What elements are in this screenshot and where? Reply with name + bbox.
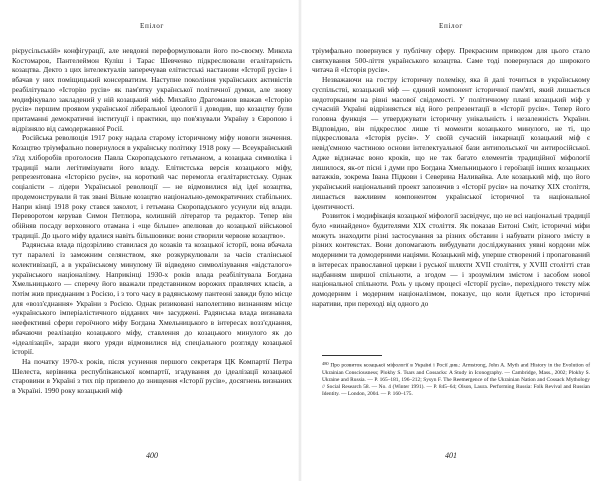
left-running-header: Епілог <box>140 22 164 30</box>
left-page <box>12 0 292 481</box>
left-paragraph-3: Радянська влада підозріливо ставилася до козаків та козацької історії, вона вбачала тут паралелі із заможним селянством, яке розкуркулювали за часів сталінської колективізації, а в українському минулому їй відведено символізування «відсталого» українського націоналізму. Наприкінці 1930-х років влада реабілітувала Богдана Хмельницького — сперечу його вважали представником ворожих правлячих класів, а потім жив приєднаним з Росією, і з того часу в радянському пантеоні завжди було місце для «возз'єднання» України з Росією. Однак ризиковані наполегливо визнанням місце «українського імперіалістичного відданих чи» засуджені. Радянська влада визнавала неефективні сфери героїчного міфу Богдана Хмельницького в інтересах возз'єднання, вбачаючи реалізацію козацького міфу, ставлення до козацького минулого як до «ідеалізації», заради якого уряди відмовилися від спеціального розгляду козацької історії. <box>12 240 292 357</box>
right-running-header: Епілог <box>439 22 463 30</box>
footnote <box>322 360 590 398</box>
left-paragraph-2: Російська революція 1917 року надала старому історичному міфу новоги значення. Козацтво тріумфально повернулося в українську політику 1918 року — Всеукраїнський з'їзд хліборобів проголосив Павла Скоропадського гетьманом, а козацька символіка і традиції мали легітимізувати його владу. Елітистська версія козацького міфу, репрезентована «Історією русів», на короткий час перемогла егалітаристську. Однак соціалісти – лідери Української революції — не відмовилися від ідеї козацтва, продемонстрували й так звані Вільне козацтво національно-демократичних стабільних. Напри кінці 1918 року стався заколот, і гетьмана Скоропадського усунули від влади. Переворотом керував Симон Петлюра, колишній літератор та редактор. Тепер він обійняв посаду верховного отамана і «ще більше» апелював до козацької військової традиції. До цього міфу вдалися навіть більшовики: вони створили червоне козацтво». <box>12 133 292 240</box>
right-paragraph-3: Розвиток і модифікація козацької міфології засвідчує, що не всі національні традиції було «винайдено» будителями XIX століття. Як показав Ентоні Сміт, історичні міфи можуть знаходити різні застосування за різних обставин і набувати різного змісту в різних контекстах. Вони допомагають вибудувати досліджуваних уявні кордони між модерними та домодерними націями. Козацький міф, уперше створений і пропагований в інтересах православної церкви і руської шляхти XVII століття, у XVIII столітті став надбанням ширшої спільноти, а згодом — і зрозумілим змістом і засобом нової національної спільноти. Роль у цьому процесі «Історії русів», перехідного тексту між домодерним і модерним націоналізмом, показує, що коли йдеться про історичні наративи, при переході від одного до <box>312 211 590 308</box>
footnote-divider <box>322 355 382 356</box>
left-paragraph-1: рієрусільській» конфігурації, але невдовзі переформулювали його по-своєму. Микола Костомаров, Пантелеймон Куліш і Тарас Шевченко підкреслювали егалітарність козацтва. Декто з цих інтелектуалів заперечував елітистські настанови «Історії русів» і вбачав у них поміщицький консерватизм. Наступне покоління українських активістів реабілітувало «Історію русів» як пам'ятку української політичної думки, але зновy модифікувало закладений у ній козацький міф. Михайло Драгоманов вважав «Історію русів» першим проявом української ліберальної ідеології і доводив, що козацтву були притаманні демократичні інституції і практики, що пов'язували Україну з Європою і відрізняло від самодержавної Росії. <box>12 46 292 133</box>
right-paragraph-2: Незважаючи на гостру історичну полеміку, яка й далі точиться в українському суспільстві, козацький міф — єдиний компонент історичної пам'яті, який лишається недоторканим на рівні масової свідомості. У політичному плані козацький міф у сучасній Україні відрізняється від його репрезентації в «Історії русів». Тепер його головна функція — утверджувати історичну унікальність і незалежність України. Відповідно, він підкреслює лише ті моменти козацького минулого, не ті, що підкреслювала «Історія русів». У своїй сучасній інкарнації козацький міф є невід'ємною частиною основи інтелектуальної бази антипольської чи антиросійської. Адже відзначає воно кроків, що не так багато елементів традиційної міфології лишилося, як-от пісні і думи про Богдана Хмельницького і героїзації інших козацьких ватажків, зокрема Івана Підкови і Северина Наливайка. Але козацький міф, що його український національний проект запозичив з «Історії русів» на початку XIX століття, лишається важливим компонентом української історичної та національної ідентичності. <box>312 75 590 211</box>
left-page-number: 400 <box>146 451 158 460</box>
left-paragraph-4: На початку 1970-х років, після усунення першого секретаря ЦК Компартії Петра Шелеста, керівника республіканської компартії, згадування до ідеалізації козацької старовини в Україні з тих пір призвело до знищення «Історії русів», досягнень визнаних в Україні. 1990 року козацький міф <box>12 357 292 396</box>
footnote-marker: 480 <box>322 361 329 366</box>
right-page <box>312 0 590 481</box>
right-page-number: 401 <box>445 451 457 460</box>
right-paragraph-1: тріумфально повернувся у публічну сферу. Прекрасним приводом для цього стало святкування 500-ліття українського козацтва. Саме тоді повернулася до широкого читача й «Історія русів». <box>312 46 590 75</box>
footnote-text: Про розвиток козацької міфології в Україні і Росії див.: Armstrong, John A. Myth and History in the Evolution of Ukrainian Consciousness; Plokhy S. Tsars and Cossacks: A Study in Iconography. — Cambridge, Mass., 2002; Plokhy S. Ukraine and Russia. — P. 165–181, 196–212; Sysyn F. The Reemergence of the Ukrainian Nation and Cossack Mythology // Social Research 58. — No. 4 (Winter 1991). — P. 845–64; Olson, Laura. Performing Russia: Folk Revival and Russian Identity. — London, 2004. — P. 160–175. <box>322 362 590 397</box>
right-body-text <box>312 46 590 308</box>
book-gutter <box>298 0 302 481</box>
left-body-text <box>12 46 292 396</box>
